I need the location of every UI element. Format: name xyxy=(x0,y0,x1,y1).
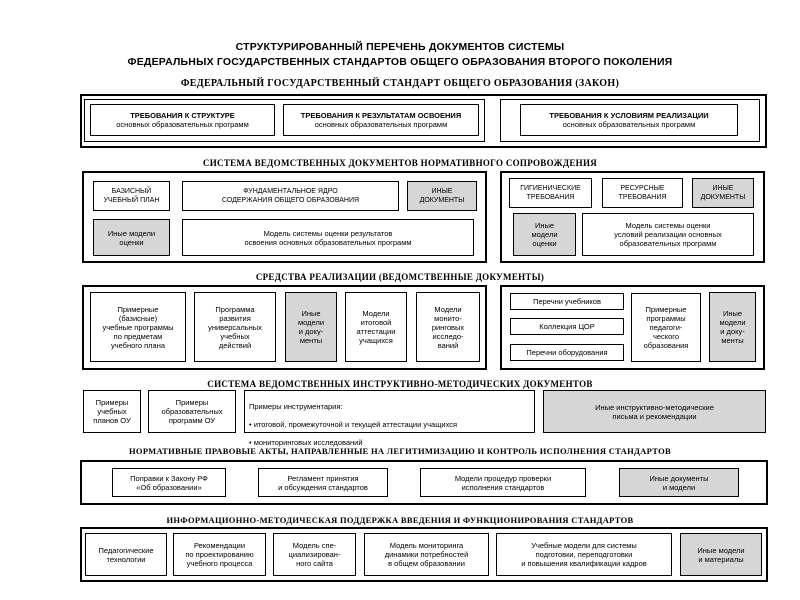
pedagogical-education-programs-box: Примерные программы педагоги- ческого образования xyxy=(631,293,701,362)
conditions-assessment-model-box: Модель системы оценки условий реализации основных образовательных программ xyxy=(582,213,754,256)
toolkit-title: Примеры инструментария: xyxy=(249,402,343,411)
diagram-title-line1: СТРУКТУРИРОВАННЫЙ ПЕРЕЧЕНЬ ДОКУМЕНТОВ СИСТЕМЫ xyxy=(235,41,565,53)
section3-heading: СРЕДСТВА РЕАЛИЗАЦИИ (ВЕДОМСТВЕННЫЕ ДОКУМЕНТЫ) xyxy=(255,272,545,282)
final-attestation-models-box: Модели итоговой аттестации учащихся xyxy=(345,292,407,362)
hygienic-requirements-box: ГИГИЕНИЧЕСКИЕ ТРЕБОВАНИЯ xyxy=(509,178,592,208)
structure-requirements-box: ТРЕБОВАНИЯ К СТРУКТУРЕ основных образовательных программ xyxy=(90,104,275,136)
process-design-recommendations-box: Рекомендации по проектированию учебного процесса xyxy=(173,533,266,576)
monitoring-research-models-box: Модели монито- ринговых исследо- ваний xyxy=(416,292,480,362)
basic-plan-box: БАЗИСНЫЙ УЧЕБНЫЙ ПЛАН xyxy=(93,181,170,211)
diagram-title-line2: ФЕДЕРАЛЬНЫХ ГОСУДАРСТВЕННЫХ СТАНДАРТОВ ОБЩЕГО ОБРАЗОВАНИЯ ВТОРОГО ПОКОЛЕНИЯ xyxy=(127,56,673,68)
needs-monitoring-model-box: Модель мониторинга динамики потребностей в общем образовании xyxy=(364,533,489,576)
results-requirements-box: ТРЕБОВАНИЯ К РЕЗУЛЬТАТАМ ОСВОЕНИЯ основных образовательных программ xyxy=(283,104,479,136)
standards-regulation-box: Регламент принятия и обсуждения стандартов xyxy=(258,468,388,497)
toolkit-item-monitoring: • мониторинговых исследований xyxy=(249,438,363,447)
other-models-docs-right-box: Иные модели и доку- менты xyxy=(709,292,756,362)
section4-heading: СИСТЕМА ВЕДОМСТВЕННЫХ ИНСТРУКТИВНО-МЕТОДИЧЕСКИХ ДОКУМЕНТОВ xyxy=(207,379,593,389)
other-docs-models-box: Иные документы и модели xyxy=(619,468,739,497)
section1-heading: ФЕДЕРАЛЬНЫЙ ГОСУДАРСТВЕННЫЙ СТАНДАРТ ОБЩЕГО ОБРАЗОВАНИЯ (ЗАКОН) xyxy=(180,78,620,89)
section2-heading: СИСТЕМА ВЕДОМСТВЕННЫХ ДОКУМЕНТОВ НОРМАТИВНОГО СОПРОВОЖДЕНИЯ xyxy=(202,158,598,168)
section5-heading: НОРМАТИВНЫЕ ПРАВОВЫЕ АКТЫ, НАПРАВЛЕННЫЕ НА ЛЕГИТИМИЗАЦИЮ И КОНТРОЛЬ ИСПОЛНЕНИЯ СТАНДАРТОВ xyxy=(129,446,671,456)
program-examples-box: Примеры образовательных программ ОУ xyxy=(148,390,236,433)
verification-procedures-box: Модели процедур проверки исполнения стандартов xyxy=(420,468,586,497)
cor-collection-box: Коллекция ЦОР xyxy=(510,318,624,335)
sample-subject-programs-box: Примерные (базисные) учебные программы по предметам учебного плана xyxy=(90,292,186,362)
other-assessment-models-right-box: Иные модели оценки xyxy=(513,213,576,256)
training-models-box: Учебные модели для системы подготовки, переподготовки и повышения квалификации кадров xyxy=(496,533,672,576)
other-assessment-models-left-box: Иные модели оценки xyxy=(93,219,170,256)
core-content-box: ФУНДАМЕНТАЛЬНОЕ ЯДРО СОДЕРЖАНИЯ ОБЩЕГО ОБРАЗОВАНИЯ xyxy=(182,181,399,211)
section6-heading: ИНФОРМАЦИОННО-МЕТОДИЧЕСКАЯ ПОДДЕРЖКА ВВЕДЕНИЯ И ФУНКЦИОНИРОВАНИЯ СТАНДАРТОВ xyxy=(166,515,634,525)
other-models-materials-box: Иные модели и материалы xyxy=(680,533,762,576)
other-docs-left-box: ИНЫЕ ДОКУМЕНТЫ xyxy=(407,181,477,211)
textbook-lists-box: Перечни учебников xyxy=(510,293,624,310)
other-instructional-letters-box: Иные инструктивно-методические письма и рекомендации xyxy=(543,390,766,433)
other-docs-right-box: ИНЫЕ ДОКУМЕНТЫ xyxy=(692,178,754,208)
toolkit-examples-box xyxy=(244,390,535,447)
other-models-docs-left-box: Иные модели и доку- менты xyxy=(285,292,337,362)
specialized-site-model-box: Модель спе- циализирован- ного сайта xyxy=(273,533,356,576)
universal-actions-program-box: Программа развития универсальных учебных действий xyxy=(194,292,276,362)
equipment-lists-box: Перечни оборудования xyxy=(510,344,624,361)
pedagogical-technologies-box: Педагогические технологии xyxy=(85,533,167,576)
law-amendments-box: Поправки к Закону РФ «Об образовании» xyxy=(112,468,226,497)
results-assessment-model-box: Модель системы оценки результатов освоения основных образовательных программ xyxy=(182,219,474,256)
curriculum-examples-box: Примеры учебных планов ОУ xyxy=(83,390,141,433)
resource-requirements-box: РЕСУРСНЫЕ ТРЕБОВАНИЯ xyxy=(602,178,683,208)
conditions-requirements-box: ТРЕБОВАНИЯ К УСЛОВИЯМ РЕАЛИЗАЦИИ основных образовательных программ xyxy=(520,104,738,136)
toolkit-item-attestation: • итоговой, промежуточной и текущей аттестации учащихся xyxy=(249,420,458,429)
